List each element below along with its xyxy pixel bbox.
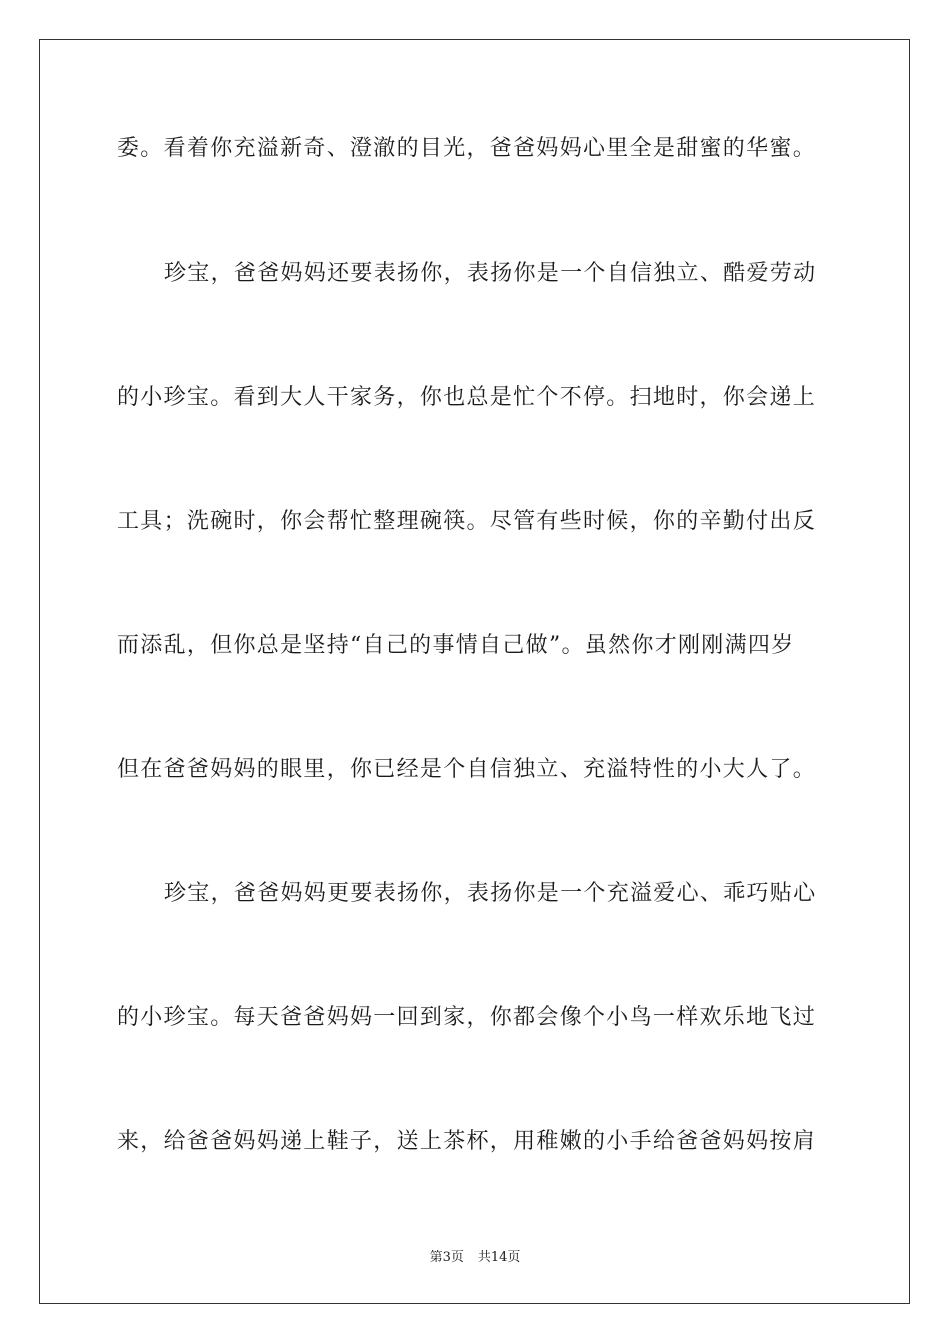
paragraph-2-line-3: 工具；洗碗时，你会帮忙整理碗筷。尽管有些时候，你的辛勤付出反: [117, 509, 817, 534]
page-number: 第3页: [429, 1250, 464, 1265]
paragraph-2-line-5: 但在爸爸妈妈的眼里，你已经是个自信独立、充溢特性的小大人了。: [117, 757, 817, 782]
text-line-1: 委。看着你充溢新奇、澄澈的目光，爸爸妈妈心里全是甜蜜的华蜜。: [117, 136, 817, 161]
page-border: [39, 39, 910, 1304]
paragraph-2-line-1: 珍宝，爸爸妈妈还要表扬你，表扬你是一个自信独立、酷爱劳动: [164, 261, 817, 286]
paragraph-2-line-2: 的小珍宝。看到大人干家务，你也总是忙个不停。扫地时，你会递上: [117, 385, 817, 410]
paragraph-3-line-3: 来，给爸爸妈妈递上鞋子，送上茶杯，用稚嫩的小手给爸爸妈妈按肩: [117, 1129, 817, 1154]
total-pages: 共14页: [477, 1250, 521, 1265]
paragraph-3-line-2: 的小珍宝。每天爸爸妈妈一回到家，你都会像个小鸟一样欢乐地飞过: [117, 1005, 817, 1030]
page-footer: [0, 1249, 950, 1267]
paragraph-3-line-1: 珍宝，爸爸妈妈更要表扬你，表扬你是一个充溢爱心、乖巧贴心: [164, 881, 817, 906]
paragraph-2-line-4: 而添乱，但你总是坚持“自己的事情自己做”。虽然你才刚刚满四岁: [117, 633, 795, 658]
